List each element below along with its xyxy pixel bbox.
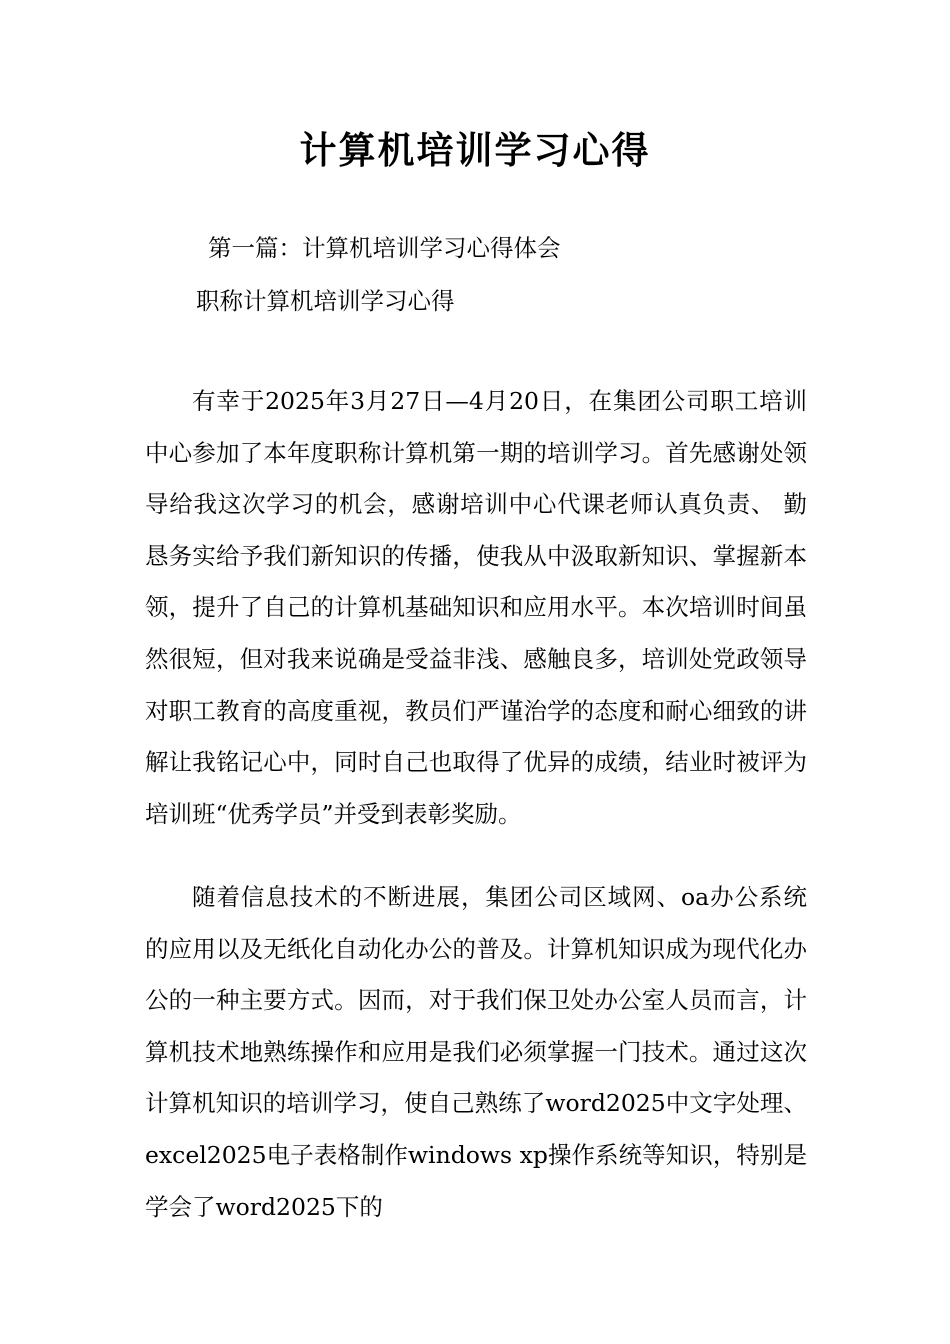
document-subtitle: 职称计算机培训学习心得 [196, 287, 455, 315]
section-heading: 第一篇：计算机培训学习心得体会 [208, 234, 561, 262]
body-paragraph-2: 随着信息技术的不断进展，集团公司区域网、oa办公系统的应用以及无纸化自动化办公的普及。计算机知识成为现代化办公的一种主要方式。因而，对于我们保卫处办公室人员而言，计算机技术地熟练操作和应用是我们必须掌握一门技术。通过这次计算机知识的培训学习，使自己熟练了word2025中文字处理、excel2025电子表格制作windows xp操作系统等知识，特别是学会了word2025下的 [145, 883, 807, 1221]
document-title: 计算机培训学习心得 [299, 128, 651, 172]
body-paragraph-1: 有幸于2025年3月27日—4月20日，在集团公司职工培训中心参加了本年度职称计算机第一期的培训学习。首先感谢处领导给我这次学习的机会，感谢培训中心代课老师认真负责、 勤恳务实给予我们新知识的传播，使我从中汲取新知识、掌握新本领，提升了自己的计算机基础知识和应用水平。本次培训时间虽然很短，但对我来说确是受益非浅、感触良多，培训处党政领导对职工教育的高度重视，教员们严谨治学的态度和耐心细致的讲解让我铭记心中，同时自己也取得了优异的成绩，结业时被评为培训班“优秀学员”并受到表彰奖励。 [145, 387, 807, 828]
